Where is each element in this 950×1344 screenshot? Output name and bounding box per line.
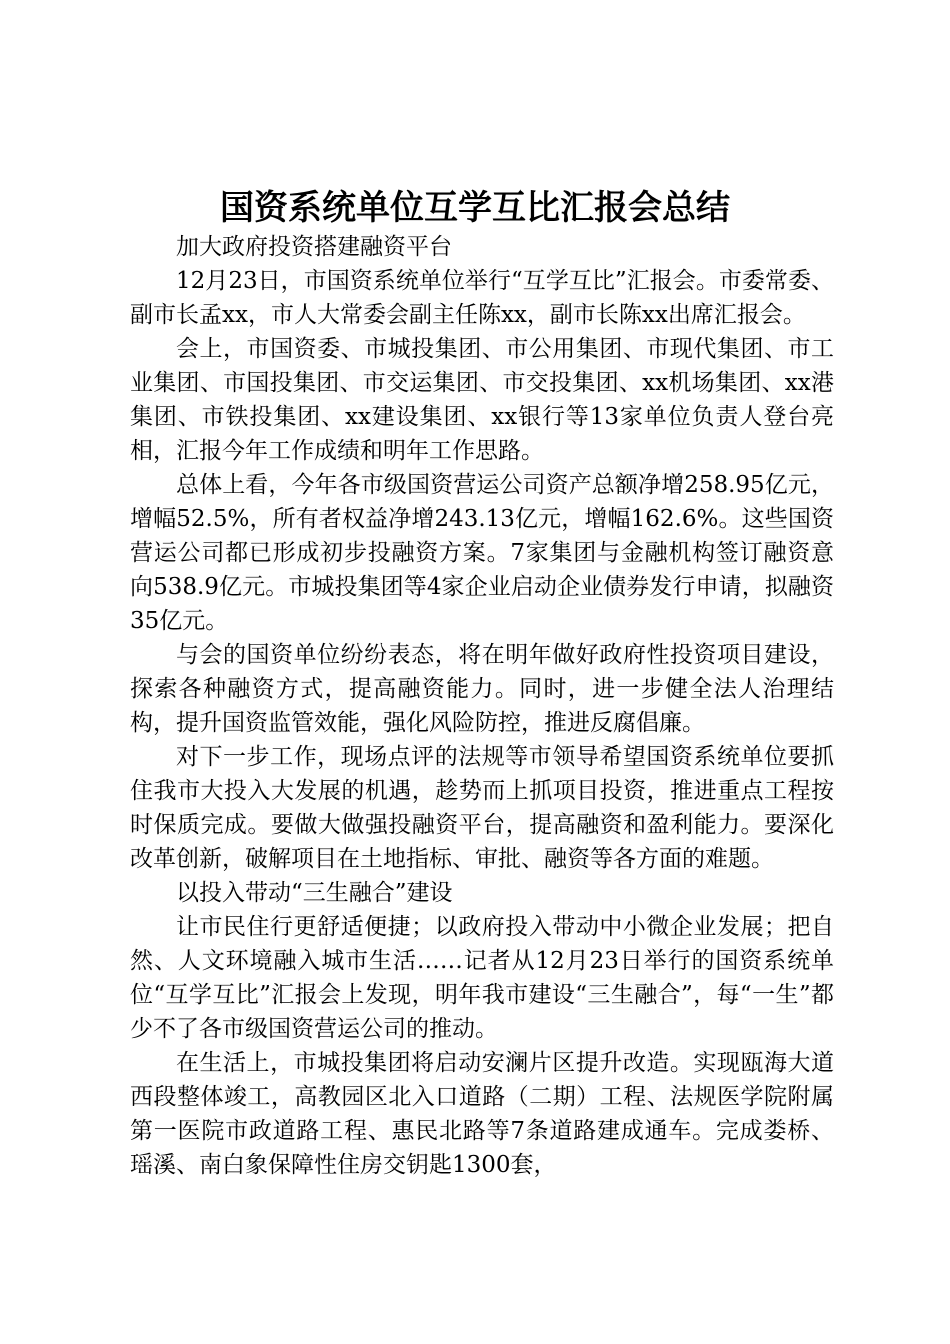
section-heading: 以投入带动“三生融合”建设 (176, 880, 453, 906)
paragraph: 与会的国资单位纷纷表态，将在明年做好政府性投资项目建设，探索各种融资方式，提高融资能力。同时，进一步健全法人治理结构，提升国资监管效能，强化风险防控，推进反腐倡廉。 (130, 642, 834, 736)
paragraph: 对下一步工作，现场点评的法规等市领导希望国资系统单位要抓住我市大投入大发展的机遇，趁势而上抓项目投资，推进重点工程按时保质完成。要做大做强投融资平台，提高融资和盈利能力。要深化改革创新，破解项目在土地指标、审批、融资等各方面的难题。 (130, 744, 834, 872)
paragraph: 12月23日，市国资系统单位举行“互学互比”汇报会。市委常委、副市长孟xx，市人大常委会副主任陈xx，副市长陈xx出席汇报会。 (130, 268, 834, 328)
document-title: 国资系统单位互学互比汇报会总结 (220, 188, 730, 228)
paragraph: 会上，市国资委、市城投集团、市公用集团、市现代集团、市工业集团、市国投集团、市交运集团、市交投集团、xx机场集团、xx港集团、市铁投集团、xx建设集团、xx银行等13家单位负责人登台亮相，汇报今年工作成绩和明年工作思路。 (130, 336, 834, 464)
paragraph: 总体上看，今年各市级国资营运公司资产总额净增258.95亿元，增幅52.5%，所有者权益净增243.13亿元，增幅162.6%。这些国资营运公司都已形成初步投融资方案。7家集团与金融机构签订融资意向538.9亿元。市城投集团等4家企业启动企业债券发行申请，拟融资35亿元。 (130, 472, 834, 634)
paragraph: 在生活上，市城投集团将启动安澜片区提升改造。实现瓯海大道西段整体竣工，高教园区北入口道路（二期）工程、法规医学院附属第一医院市政道路工程、惠民北路等7条道路建成通车。完成娄桥、瑶溪、南白象保障性住房交钥匙1300套， (130, 1050, 834, 1178)
section-heading: 加大政府投资搭建融资平台 (176, 234, 452, 260)
paragraph: 让市民住行更舒适便捷；以政府投入带动中小微企业发展；把自然、人文环境融入城市生活……记者从12月23日举行的国资系统单位“互学互比”汇报会上发现，明年我市建设“三生融合”，每“一生”都少不了各市级国资营运公司的推动。 (130, 914, 834, 1042)
document-body (130, 230, 834, 1182)
